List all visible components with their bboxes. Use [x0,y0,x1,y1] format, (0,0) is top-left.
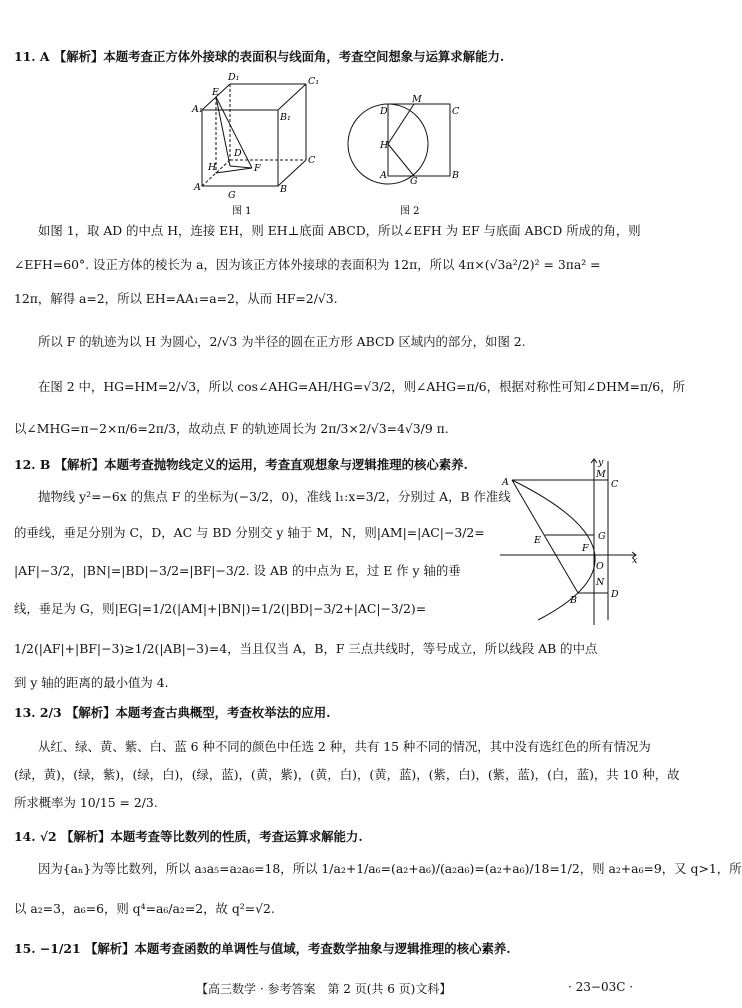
svg-text:C: C [308,155,316,166]
svg-text:A: A [194,182,201,193]
svg-text:N: N [596,577,605,588]
svg-text:y: y [598,457,604,468]
p12-text-1: 抛物线 y²=−6x 的焦点 F 的坐标为(−3/2，0)，准线 l₁:x=3/2，分别过 A，B 作准线 [38,489,511,504]
p13-text-3: 所求概率为 10/15 = 2/3. [14,795,158,810]
p12-text-3: |AF|−3/2，|BN|=|BD|−3/2=|BF|−3/2. 设 AB 的中点为 E，过 E 作 y 轴的垂 [14,563,461,578]
p12-text-6: 到 y 轴的距离的最小值为 4. [14,675,169,690]
p13-text-1: 从红、绿、黄、紫、白、蓝 6 种不同的颜色中任选 2 种，共有 15 种不同的情况，其中没有选红色的所有情况为 [38,739,651,754]
p14-text-2: 以 a₂=3，a₆=6，则 q⁴=a₆/a₂=2，故 q²=√2. [14,901,275,916]
p11-text-1: 如图 1，取 AD 的中点 H，连接 EH，则 EH⊥底面 ABCD，所以∠EFH 为 EF 与底面 ABCD 所成的角，则 [38,223,641,238]
svg-text:G: G [598,531,606,542]
svg-text:D: D [234,148,242,159]
svg-text:F: F [254,163,261,174]
svg-text:D: D [380,106,388,117]
svg-text:C₁: C₁ [308,76,320,87]
p11-text-2: ∠EFH=60°. 设正方体的棱长为 a，因为该正方体外接球的表面积为 12π，所以 4π×(√3a²/2)² = 3πa² = [14,257,601,272]
p12-text-4: 线，垂足为 G，则|EG|=1/2(|AM|+|BN|)=1/2(|BD|−3/2+|AC|−3/2)= [14,601,427,616]
svg-text:E: E [534,535,541,546]
svg-text:G: G [228,190,236,201]
figure-3-parabola [498,455,643,630]
svg-text:M: M [412,94,422,105]
svg-text:C: C [611,479,619,490]
p13-heading: 13. 2/3 【解析】本题考查古典概型，考查枚举法的应用. [14,705,331,720]
p14-text-1: 因为{aₙ}为等比数列，所以 a₃a₅=a₂a₆=18，所以 1/a₂+1/a₆=(a₂+a₆)/(a₂a₆)=(a₂+a₆)/18=1/2，则 a₂+a₆=9，又 q>1，所 [38,861,742,876]
svg-text:B: B [452,170,459,181]
figure-2-circle [348,90,468,220]
svg-text:C: C [452,106,460,117]
p12-text-2: 的垂线，垂足分别为 C，D，AC 与 BD 分别交 y 轴于 M，N，则|AM|=|AC|−3/2= [14,525,485,540]
svg-text:x: x [632,555,638,566]
p11-text-4: 所以 F 的轨迹为以 H 为圆心，2/√3 为半径的圆在正方形 ABCD 区域内的部分，如图 2. [38,334,526,349]
svg-text:B₁: B₁ [280,112,291,123]
svg-text:O: O [596,561,604,572]
p11-text-3: 12π，解得 a=2，所以 EH=AA₁=a=2，从而 HF=2/√3. [14,291,338,306]
footer-title: 【高三数学 · 参考答案 第 2 页(共 6 页)文科】 [196,982,452,996]
svg-text:H: H [380,140,389,151]
p12-heading: 12. B 【解析】本题考查抛物线定义的运用，考查直观想象与逻辑推理的核心素养. [14,457,468,472]
svg-text:F: F [582,543,589,554]
svg-text:M: M [596,469,606,480]
svg-text:A: A [502,477,509,488]
figure-1-caption: 图 1 [232,206,252,217]
svg-text:A₁: A₁ [192,104,203,115]
p12-text-5: 1/2(|AF|+|BF|−3)≥1/2(|AB|−3)=4，当且仅当 A，B，F 三点共线时，等号成立，所以线段 AB 的中点 [14,641,598,656]
svg-text:B: B [570,595,577,606]
p11-text-6: 以∠MHG=π−2×π/6=2π/3，故动点 F 的轨迹周长为 2π/3×2/√3=4√3/9 π. [14,421,449,436]
p15-heading: 15. −1/21 【解析】本题考查函数的单调性与值域，考查数学抽象与逻辑推理的核心素养. [14,941,511,956]
svg-text:G: G [410,176,418,187]
svg-text:D: D [611,589,619,600]
p11-text-5: 在图 2 中，HG=HM=2/√3，所以 cos∠AHG=AH/HG=√3/2，则∠AHG=π/6，根据对称性可知∠DHM=π/6，所 [38,379,685,394]
svg-text:B: B [280,184,287,195]
svg-text:H: H [208,162,217,173]
svg-text:D₁: D₁ [228,72,240,83]
p14-heading: 14. √2 【解析】本题考查等比数列的性质，考查运算求解能力. [14,829,363,844]
figure-1-cube [190,70,330,220]
svg-text:E: E [212,87,219,98]
p13-text-2: (绿，黄)，(绿，紫)，(绿，白)，(绿，蓝)，(黄，紫)，(黄，白)，(黄，蓝)，(紫，白)，(紫，蓝)，(白，蓝)，共 10 种，故 [14,767,680,782]
footer-code: · 23−03C · [568,980,634,994]
p11-heading: 11. A 【解析】本题考查正方体外接球的表面积与线面角，考查空间想象与运算求解能力. [14,49,505,64]
svg-text:A: A [380,170,387,181]
figure-2-caption: 图 2 [400,206,420,217]
